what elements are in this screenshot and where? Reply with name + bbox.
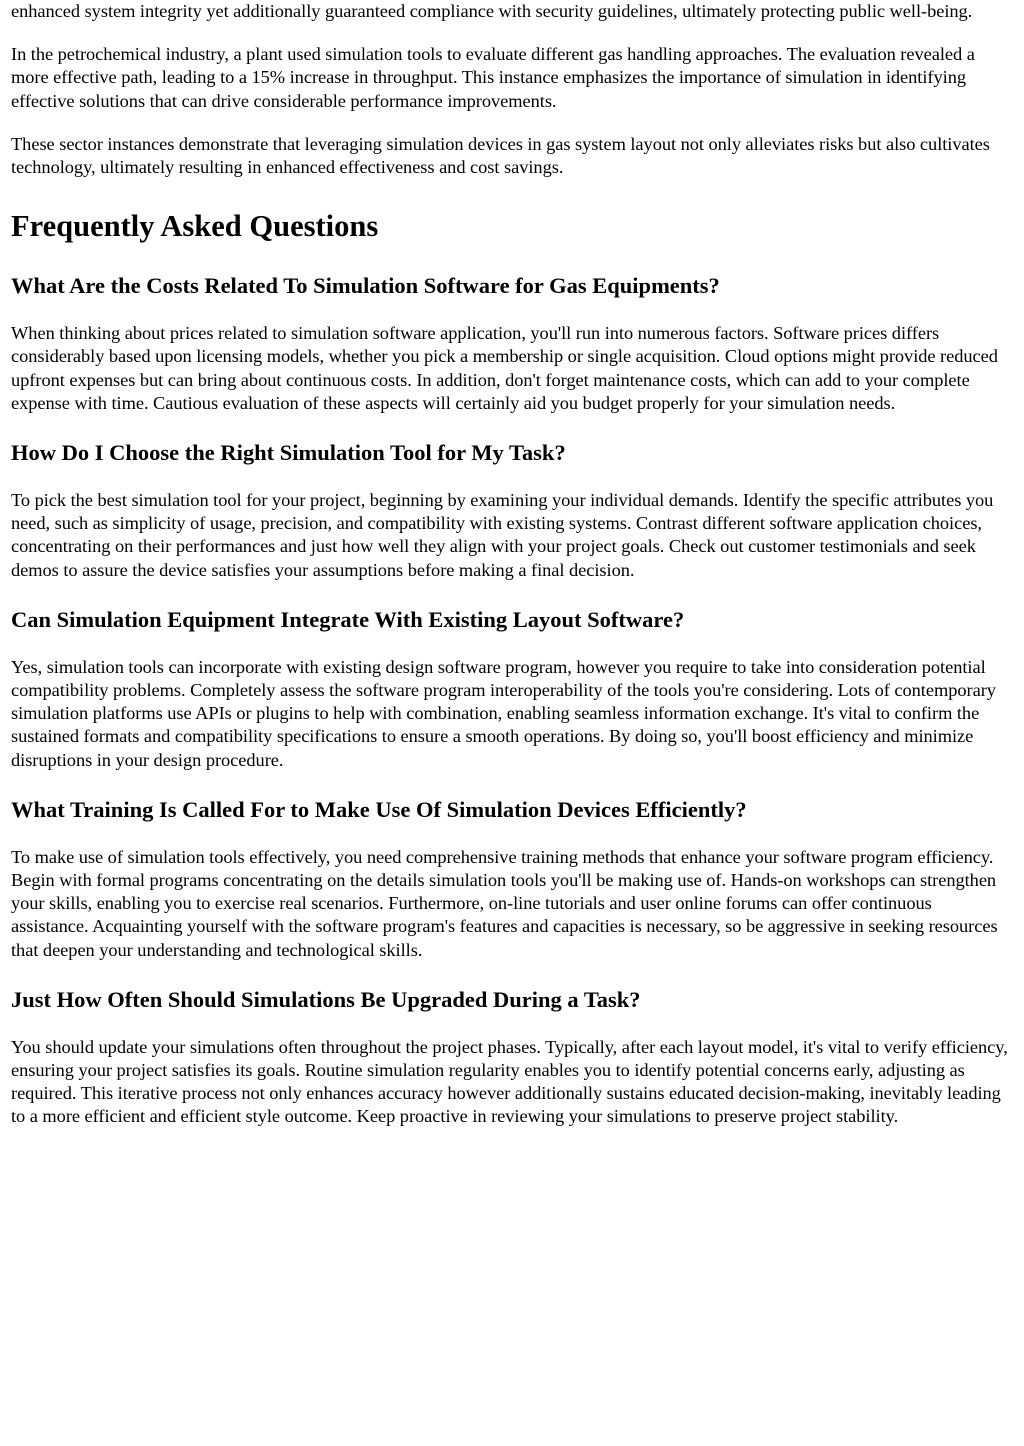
faq-question-5: Just How Often Should Simulations Be Upgraded During a Task? (11, 986, 641, 1012)
faq-item-5 (11, 986, 1013, 1129)
faq-heading: Frequently Asked Questions (11, 209, 379, 244)
faq-item-4 (11, 796, 1013, 962)
faq-item-2 (11, 439, 1013, 582)
intro-paragraph-3: These sector instances demonstrate that leveraging simulation devices in gas system layout not only alleviates risks but also cultivates technology, ultimately resulting in enhanced effectiveness and cost savings. (11, 133, 990, 178)
faq-answer-2: To pick the best simulation tool for your project, beginning by examining your individual demands. Identify the specific attributes you need, such as simplicity of usage, precision, and compatibility with existing systems. Contrast different software application choices, concentrating on their performances and just how well they align with your project goals. Check out customer testimonials and seek demos to assure the device satisfies your assumptions before making a final decision. (11, 490, 994, 580)
document-page (11, 0, 1013, 1129)
faq-answer-4: To make use of simulation tools effectively, you need comprehensive training methods that enhance your software program efficiency. Begin with formal programs concentrating on the details simulation tools you'll be making use of. Hands-on workshops can strengthen your skills, enabling you to exercise real scenarios. Furthermore, on-line tutorials and user online forums can offer continuous assistance. Acquainting yourself with the software program's features and capacities is necessary, so be aggressive in seeking resources that deepen your understanding and technological skills. (11, 846, 998, 960)
faq-item-3 (11, 606, 1013, 772)
faq-question-4: What Training Is Called For to Make Use Of Simulation Devices Efficiently? (11, 796, 747, 822)
intro-paragraph-2: In the petrochemical industry, a plant used simulation tools to evaluate different gas handling approaches. The evaluation revealed a more effective path, leading to a 15% increase in throughput. This instance emphasizes the importance of simulation in identifying effective solutions that can drive considerable performance improvements. (11, 44, 975, 111)
faq-answer-5: You should update your simulations often throughout the project phases. Typically, after each layout model, it's vital to verify efficiency, ensuring your project satisfies its goals. Routine simulation regularity enables you to identify potential concerns early, adjusting as required. This iterative process not only enhances accuracy however additionally sustains educated decision-making, inevitably leading to a more efficient and efficient style outcome. Keep proactive in reviewing your simulations to preserve project stability. (11, 1036, 1008, 1127)
faq-item-1 (11, 272, 1013, 415)
faq-question-3: Can Simulation Equipment Integrate With Existing Layout Software? (11, 606, 685, 632)
intro-paragraph-1: enhanced system integrity yet additionally guaranteed compliance with security guidelines, ultimately protecting public well-being. (11, 1, 973, 21)
faq-question-2: How Do I Choose the Right Simulation Tool for My Task? (11, 440, 566, 466)
faq-question-1: What Are the Costs Related To Simulation Software for Gas Equipments? (11, 273, 720, 299)
faq-answer-1: When thinking about prices related to simulation software application, you'll run into numerous factors. Software prices differs considerably based upon licensing models, whether you pick a membership or single acquisition. Cloud options might provide reduced upfront expenses but can bring about continuous costs. In addition, don't forget maintenance costs, which can add to your complete expense with time. Cautious evaluation of these aspects will certainly aid you budget properly for your simulation needs. (11, 323, 998, 413)
faq-answer-3: Yes, simulation tools can incorporate with existing design software program, however you require to take into consideration potential compatibility problems. Completely assess the software program interoperability of the tools you're considering. Lots of contemporary simulation platforms use APIs or plugins to help with combination, enabling seamless information exchange. It's vital to confirm the sustained formats and compatibility specifications to ensure a smooth operations. By doing so, you'll boost efficiency and minimize disruptions in your design procedure. (11, 656, 996, 770)
